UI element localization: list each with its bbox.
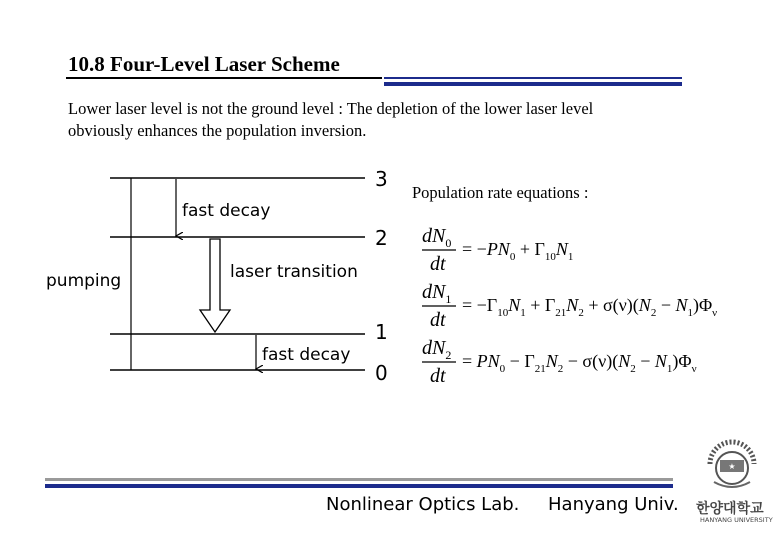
laser-transition-label: laser transition bbox=[230, 262, 358, 282]
level-3-label: 3 bbox=[375, 167, 388, 191]
svg-text:= −PN0 + Γ10N1: = $-PN_0 + \Gamma_{10}N_1$ bbox=[462, 239, 574, 263]
svg-text:= PN0 − Γ21N2 − σ(ν)(N2 − N1)Φ: = $PN_0 - \Gamma_{21}N_2 - \sigma(\nu)(N_2 - N_1)\Phi_\nu$ bbox=[462, 351, 697, 375]
svg-text:dt: dt bbox=[430, 253, 446, 275]
fast-decay-upper-label: fast decay bbox=[182, 201, 271, 221]
footer-university: Hanyang Univ. bbox=[548, 494, 679, 515]
svg-text:= −Γ10N1 + Γ21N2 + σ(ν)(N2 − N: = $-\Gamma_{10}N_1 + \Gamma_{21}N_2 + \sigma(\nu)(N_2 - N_1)\Phi_\nu$ bbox=[462, 295, 718, 319]
university-logo-english: HANYANG UNIVERSITY bbox=[700, 516, 773, 524]
footer-bar-gray bbox=[45, 478, 673, 481]
university-seal-logo bbox=[692, 436, 770, 498]
body-line-2: obviously enhances the population inversion. bbox=[68, 121, 367, 140]
svg-text:dN2: $dN_2$ bbox=[422, 337, 452, 362]
title-bar-top bbox=[384, 77, 682, 79]
level-0-label: 0 bbox=[375, 361, 388, 385]
laser-transition-arrow bbox=[200, 239, 230, 332]
svg-text:★: ★ bbox=[728, 462, 736, 471]
body-line-1: Lower laser level is not the ground level : The depletion of the lower laser level bbox=[68, 99, 594, 118]
svg-text:dt: dt bbox=[430, 365, 446, 387]
equations-label: Population rate equations : bbox=[412, 183, 589, 202]
pumping-label: pumping bbox=[46, 271, 122, 291]
footer-lab-name: Nonlinear Optics Lab. bbox=[326, 494, 520, 515]
svg-text:dN0: $dN_0$ bbox=[422, 225, 452, 250]
svg-text:dN1: $dN_1$ bbox=[422, 281, 452, 306]
fast-decay-lower-label: fast decay bbox=[262, 345, 351, 365]
university-logo-korean: 한양대학교 bbox=[696, 501, 764, 517]
title-bar-bottom bbox=[384, 82, 682, 86]
footer-bar-blue bbox=[45, 484, 673, 488]
svg-text:dt: dt bbox=[430, 309, 446, 331]
level-1-label: 1 bbox=[375, 320, 388, 344]
rate-equation-1 bbox=[422, 281, 717, 331]
level-2-label: 2 bbox=[375, 226, 388, 250]
slide-title: 10.8 Four-Level Laser Scheme bbox=[68, 52, 340, 76]
body-text bbox=[68, 98, 708, 142]
rate-equation-0 bbox=[422, 225, 573, 275]
rate-equation-2 bbox=[422, 337, 697, 387]
rate-equations bbox=[418, 222, 763, 390]
four-level-diagram bbox=[40, 160, 410, 390]
title-underline bbox=[66, 77, 382, 79]
